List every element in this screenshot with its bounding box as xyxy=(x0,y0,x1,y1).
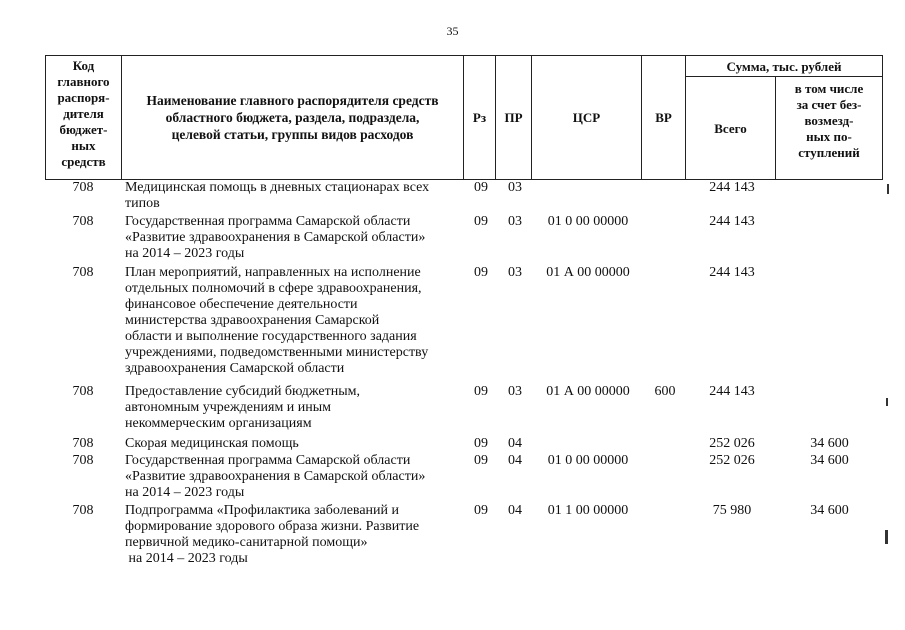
cell-code: 708 xyxy=(72,436,94,451)
cell-total: 244 143 xyxy=(709,214,755,229)
header-name-line: Наименование главного распорядителя средств xyxy=(146,93,439,108)
cell-total: 252 026 xyxy=(709,436,755,451)
table-row xyxy=(45,436,882,453)
name-line: отдельных полномочий в сфере здравоохранения, xyxy=(125,281,422,296)
cell-rz: 09 xyxy=(474,453,488,468)
header-code-line: главного xyxy=(57,74,110,89)
header-name-line: целевой статьи, группы видов расходов xyxy=(171,127,414,142)
name-line: области и выполнение государственного задания xyxy=(125,329,417,344)
cell-total: 244 143 xyxy=(709,384,755,399)
header-code-line: распоря- xyxy=(57,90,110,105)
cell-rz: 09 xyxy=(474,384,488,399)
cell-code: 708 xyxy=(72,453,94,468)
name-line: на 2014 – 2023 годы xyxy=(125,551,248,566)
cell-pr: 03 xyxy=(508,180,522,195)
name-line: учреждениями, подведомственными министерству xyxy=(125,345,429,360)
name-line: на 2014 – 2023 годы xyxy=(125,485,245,500)
name-line: министерства здравоохранения Самарской xyxy=(125,313,380,328)
name-line: «Развитие здравоохранения в Самарской области» xyxy=(125,469,426,484)
cell-name xyxy=(125,265,463,377)
scan-speck xyxy=(885,530,888,544)
name-line: некоммерческим организациям xyxy=(125,416,312,431)
name-line: первичной медико-санитарной помощи» xyxy=(125,535,368,550)
cell-pr: 03 xyxy=(508,214,522,229)
header-incl-line: возмезд- xyxy=(804,113,854,128)
name-line: Скорая медицинская помощь xyxy=(125,436,299,451)
cell-rz: 09 xyxy=(474,503,488,518)
cell-csr: 01 0 00 00000 xyxy=(547,214,629,229)
table-header xyxy=(45,55,883,180)
cell-incl: 34 600 xyxy=(810,503,849,518)
scan-speck xyxy=(887,184,889,194)
cell-csr: 01 0 00 00000 xyxy=(547,453,629,468)
cell-name xyxy=(125,214,463,262)
cell-rz: 09 xyxy=(474,214,488,229)
cell-total: 244 143 xyxy=(709,265,755,280)
cell-incl: 34 600 xyxy=(810,453,849,468)
cell-rz: 09 xyxy=(474,265,488,280)
header-incl-line: ступлений xyxy=(798,145,860,160)
table-row xyxy=(45,265,882,384)
header-incl-line: ных по- xyxy=(806,129,852,144)
name-line: Подпрограмма «Профилактика заболеваний и xyxy=(125,503,400,518)
cell-rz: 09 xyxy=(474,436,488,451)
cell-name xyxy=(125,384,463,432)
header-csr: ЦСР xyxy=(532,56,642,180)
cell-name xyxy=(125,180,463,212)
cell-pr: 04 xyxy=(508,436,522,451)
header-code-line: дителя xyxy=(63,106,104,121)
header-code-line: ных xyxy=(71,138,96,153)
header-rz: Рз xyxy=(464,56,496,180)
cell-csr: 01 1 00 00000 xyxy=(547,503,629,518)
table-row xyxy=(45,453,882,503)
cell-incl: 34 600 xyxy=(810,436,849,451)
cell-total: 244 143 xyxy=(709,180,755,195)
header-code-line: Код xyxy=(72,58,95,73)
cell-code: 708 xyxy=(72,214,94,229)
table-body xyxy=(45,180,882,566)
header-code xyxy=(46,56,122,180)
header-code-line: средств xyxy=(61,154,106,169)
cell-name xyxy=(125,436,463,452)
name-line: типов xyxy=(125,196,160,211)
name-line: формирование здорового образа жизни. Развитие xyxy=(125,519,420,534)
header-incl-line: за счет без- xyxy=(796,97,862,112)
table-row xyxy=(45,384,882,436)
name-line: Предоставление субсидий бюджетным, xyxy=(125,384,361,399)
name-line: «Развитие здравоохранения в Самарской области» xyxy=(125,230,426,245)
cell-csr: 01 А 00 00000 xyxy=(546,384,630,399)
name-line: на 2014 – 2023 годы xyxy=(125,246,245,261)
name-line: Медицинская помощь в дневных стационарах всех xyxy=(125,180,430,195)
cell-pr: 04 xyxy=(508,453,522,468)
cell-code: 708 xyxy=(72,265,94,280)
header-name-line: областного бюджета, раздела, подраздела, xyxy=(165,110,420,125)
cell-pr: 03 xyxy=(508,265,522,280)
name-line: Государственная программа Самарской области xyxy=(125,453,411,468)
header-name xyxy=(122,56,464,180)
header-vr: ВР xyxy=(642,56,686,180)
cell-rz: 09 xyxy=(474,180,488,195)
name-line: финансовое обеспечение деятельности xyxy=(125,297,358,312)
name-line: здравоохранения Самарской области xyxy=(125,361,345,376)
name-line: автономным учреждениям и иным xyxy=(125,400,332,415)
name-line: Государственная программа Самарской области xyxy=(125,214,411,229)
cell-vr: 600 xyxy=(654,384,676,399)
cell-total: 75 980 xyxy=(712,503,752,518)
header-code-line: бюджет- xyxy=(59,122,108,137)
header-total: Всего xyxy=(686,77,776,180)
cell-name xyxy=(125,503,463,567)
header-pr: ПР xyxy=(496,56,532,180)
table-row xyxy=(45,180,882,214)
cell-pr: 03 xyxy=(508,384,522,399)
cell-code: 708 xyxy=(72,384,94,399)
cell-code: 708 xyxy=(72,503,94,518)
cell-code: 708 xyxy=(72,180,94,195)
header-incl-line: в том числе xyxy=(794,81,864,96)
page-number: 35 xyxy=(446,24,459,38)
cell-pr: 04 xyxy=(508,503,522,518)
cell-name xyxy=(125,453,463,501)
header-incl xyxy=(776,77,883,180)
name-line: План мероприятий, направленных на исполнение xyxy=(125,265,421,280)
scan-speck xyxy=(886,398,888,406)
cell-csr: 01 А 00 00000 xyxy=(546,265,630,280)
cell-total: 252 026 xyxy=(709,453,755,468)
table-row xyxy=(45,214,882,265)
header-sum-title: Сумма, тыс. рублей xyxy=(686,56,883,77)
table-row xyxy=(45,503,882,566)
